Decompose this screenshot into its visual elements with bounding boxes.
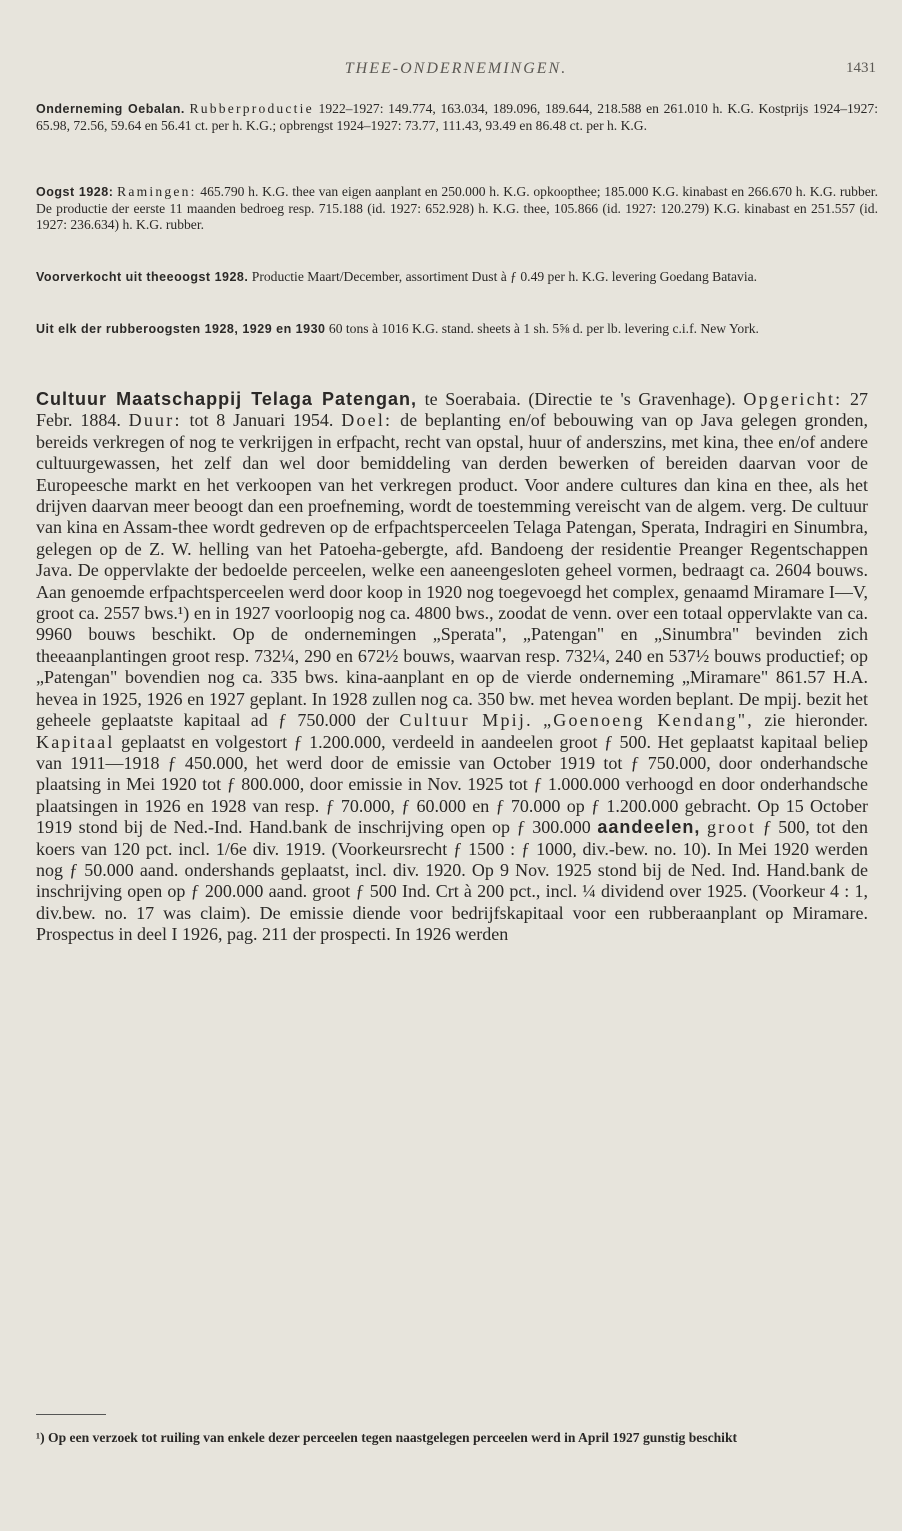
block-text: 1922–1927: 149.774, 163.034, 189.096, 189.644, 218.588 en 261.010 h. K.G. Kostprijs 1924–1927: 65.98, 72.56, 59.64 en 56.41 ct. per h. K.G.; opbrengst 1924–1927: 73.77, 111.43, 93.49 en 86.48 ct. per h. K.G.: [36, 101, 878, 133]
kapitaal-label: Kapitaal: [36, 731, 115, 752]
kapitaal-text: geplaatst en volgestort ƒ 1.200.000, verdeeld in aandeelen groot ƒ 500. Het geplaatst kapitaal beliep van 1911—1918 ƒ 450.000, het werd door de emissie van October 1919 tot ƒ 750.000, door onderhandsche plaatsing in Mei 1920 tot ƒ 800.000, door emissie in Nov. 1925 tot ƒ 1.000.000 verhoogd en door onderhandsche plaatsingen in 1926 en 1928 van resp. ƒ 70.000, ƒ 60.000 en ƒ 70.000 op ƒ 1.200.000 gebracht. Op 15 October 1919 stond bij de Ned.-Ind. Hand.bank de inschrijving open op ƒ 300.000: [36, 731, 869, 838]
footnote: ¹) Op een verzoek tot ruiling van enkele dezer perceelen tegen naastgelegen perceelen werd in April 1927 gunstig beschikt: [36, 1430, 738, 1445]
company-name: Cultuur Maatschappij Telaga Patengan,: [36, 389, 418, 409]
seat-text: te Soerabaia. (Directie te 's Gravenhage).: [424, 389, 736, 409]
block-spaced-label: Ramingen:: [117, 184, 197, 199]
block-heading: Uit elk der rubberoogsten 1928, 1929 en 1930: [36, 322, 326, 336]
footnote-divider: [36, 1414, 106, 1415]
block-oebalan: [36, 101, 878, 134]
aandeelen-text: ƒ 500, tot den koers van 120 pct. incl. 1/6e div. 1919. (Voorkeursrecht ƒ 1500 : ƒ 1000, div.-bew. no. 10). In Mei 1920 werden nog ƒ 50.000 aand. ondershands geplaatst, incl. div. 1920. Op 9 Nov. 1925 stond bij de Ned. Ind. Hand.bank de inschrijving open op ƒ 200.000 aand. groot ƒ 500 Ind. Crt à 200 pct., incl. ¼ dividend over 1925. (Voorkeur 4 : 1, div.bew. no. 17 was claim). De emissie diende voor bedrijfskapitaal voor een rubberaanplant op Miramare. Prospectus in deel I 1926, pag. 211 der prospecti. In 1926 werden: [36, 817, 869, 945]
page-header: [36, 60, 876, 86]
block-rubberoogsten: [36, 321, 878, 338]
opgericht-value: 27 Febr. 1884.: [36, 389, 868, 431]
block-text: 60 tons à 1016 K.G. stand. sheets à 1 sh. 5⅝ d. per lb. levering c.i.f. New York.: [328, 321, 759, 336]
goenoeng-text: zie hieronder.: [764, 710, 869, 731]
block-heading: Onderneming Oebalan.: [36, 102, 185, 116]
block-spaced-label: Rubberproductie: [189, 101, 314, 116]
page-number: 1431: [846, 60, 876, 76]
block-oogst: [36, 184, 878, 234]
block-text: 465.790 h. K.G. thee van eigen aanplant en 250.000 h. K.G. opkoopthee; 185.000 K.G. kinabast en 266.670 h. K.G. rubber. De productie der eerste 11 maanden bedroeg resp. 715.188 (id. 1927: 652.928) h. K.G. thee, 105.866 (id. 1927: 120.279) K.G. kinabast en 251.557 (id. 1927: 236.634) h. K.G. rubber.: [36, 184, 878, 232]
running-title: THEE-ONDERNEMINGEN.: [344, 60, 568, 77]
main-paragraph: [36, 389, 868, 946]
goenoeng-label: „Goenoeng Kendang",: [543, 710, 754, 731]
groot-label: groot: [707, 817, 757, 838]
block-text: Productie Maart/December, assortiment Dust à ƒ 0.49 per h. K.G. levering Goedang Batavia.: [251, 269, 758, 284]
duur-value: tot 8 Januari 1954.: [189, 410, 334, 431]
cultuur-label: Cultuur Mpij.: [399, 710, 533, 731]
block-voorverkocht: [36, 269, 878, 286]
aandeelen-label: aandeelen,: [597, 817, 701, 838]
block-heading: Oogst 1928:: [36, 185, 114, 199]
block-heading: Voorverkocht uit theeoogst 1928.: [36, 270, 249, 284]
doel-label: Doel:: [341, 410, 393, 431]
opgericht-label: Opgericht:: [743, 389, 843, 409]
duur-label: Duur:: [128, 410, 182, 431]
doel-text: de beplanting en/of bebouwing van op Java gelegen gronden, bereids verkregen of nog te verkrijgen in erfpacht, recht van opstal, huur of anderszins, met kina, thee en/of andere cultuurgewassen, het zelf dan wel door bemiddeling van derden bewerken of bereiden daarvan voor de Europeesche markt en het verkoopen van het verkregen product. Voor andere cultures dan kina en thee, als het drijven daarvan meer beoogt dan een proefneming, wordt de toestemming vereischt van de algem. verg. De cultuur van kina en Assam-thee wordt gedreven op de erfpachtsperceelen Telaga Patengan, Sperata, Indragiri en Sinumbra, gelegen op de Z. W. helling van het Patoeha-gebergte, afd. Bandoeng der residentie Preanger Regentschappen Java. De oppervlakte der bedoelde perceelen, welke een aaneengesloten geheel vormen, bedraagt ca. 2604 bouws. Aan genoemde erfpachtsperceelen werd door koop in 1920 nog toegevoegd het complex, genaamd Miramare I—V, groot ca. 2557 bws.¹) en in 1927 voorloopig nog ca. 4800 bws., zoodat de venn. over een totaal oppervlakte van ca. 9960 bouws beschikt. Op de ondernemingen „Sperata", „Patengan" en „Sinumbra" bevinden zich theeaanplantingen groot resp. 732¼, 290 en 672½ bouws, waarvan resp. 732¼, 240 en 537½ bouws productief; op „Patengan" bovendien nog ca. 335 bws. kina-aanplant en op de vierde onderneming „Miramare" 861.57 H.A. hevea in 1925, 1926 en 1927 geplant. In 1928 zullen nog ca. 350 bw. met hevea worden beplant. De mpij. bezit het geheele geplaatste kapitaal ad ƒ 750.000 der: [36, 410, 869, 731]
main-entry: [36, 389, 868, 946]
